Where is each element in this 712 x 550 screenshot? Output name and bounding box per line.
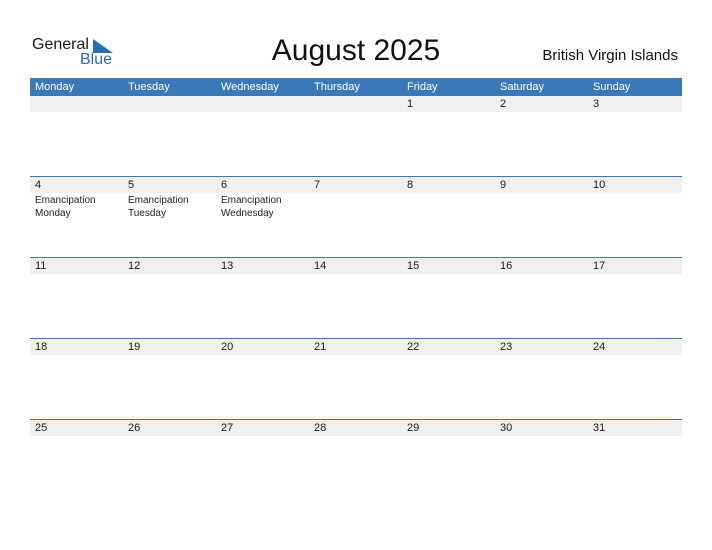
day-number: 17 <box>588 258 682 274</box>
calendar-day-cell <box>588 339 682 420</box>
calendar-day-cell <box>588 420 682 501</box>
day-number: 2 <box>495 96 588 112</box>
calendar-day-cell <box>309 177 402 258</box>
calendar-day-cell <box>216 177 309 258</box>
calendar-day-cell <box>309 96 402 177</box>
day-number: 31 <box>588 420 682 436</box>
calendar-day-cell <box>123 96 216 177</box>
day-number: 18 <box>30 339 123 355</box>
calendar-day-cell <box>402 420 495 501</box>
day-number: 4 <box>30 177 123 193</box>
weekday-header-row <box>30 78 682 96</box>
calendar-day-cell <box>30 420 123 501</box>
day-number: 12 <box>123 258 216 274</box>
day-number: 13 <box>216 258 309 274</box>
calendar-week-row <box>30 419 682 501</box>
calendar-day-cell <box>588 96 682 177</box>
calendar-day-cell <box>402 258 495 339</box>
weekday-header: Saturday <box>500 81 545 93</box>
day-number: 1 <box>402 96 495 112</box>
day-number: 20 <box>216 339 309 355</box>
weekday-header: Thursday <box>314 81 360 93</box>
holiday-label: Emancipation Monday <box>35 195 96 219</box>
country-label: British Virgin Islands <box>542 47 678 64</box>
day-number: 30 <box>495 420 588 436</box>
page-title: August 2025 <box>271 34 441 67</box>
day-number: 5 <box>123 177 216 193</box>
calendar-week-row <box>30 176 682 258</box>
calendar-day-cell <box>495 177 588 258</box>
calendar-week-row <box>30 338 682 420</box>
day-number <box>216 96 309 112</box>
calendar-day-cell <box>216 96 309 177</box>
calendar-day-cell <box>588 258 682 339</box>
day-number: 25 <box>30 420 123 436</box>
holiday-label: Emancipation Wednesday <box>221 195 282 219</box>
calendar-day-cell <box>402 177 495 258</box>
day-number: 27 <box>216 420 309 436</box>
day-number: 19 <box>123 339 216 355</box>
day-number: 8 <box>402 177 495 193</box>
calendar-week-row <box>30 257 682 339</box>
calendar-day-cell <box>123 420 216 501</box>
calendar-day-cell <box>30 258 123 339</box>
day-number: 21 <box>309 339 402 355</box>
weekday-header: Monday <box>35 81 75 93</box>
calendar-day-cell <box>588 177 682 258</box>
calendar-day-cell <box>123 177 216 258</box>
day-number: 28 <box>309 420 402 436</box>
calendar-day-cell <box>216 339 309 420</box>
day-number <box>30 96 123 112</box>
calendar-day-cell <box>30 339 123 420</box>
calendar-week-row <box>30 96 682 177</box>
calendar-day-cell <box>495 420 588 501</box>
calendar-day-cell <box>495 96 588 177</box>
day-number: 16 <box>495 258 588 274</box>
calendar-day-cell <box>495 339 588 420</box>
day-number: 10 <box>588 177 682 193</box>
weekday-header: Tuesday <box>128 81 170 93</box>
day-number: 3 <box>588 96 682 112</box>
logo-text-blue: Blue <box>80 51 113 68</box>
day-number: 7 <box>309 177 402 193</box>
day-number: 6 <box>216 177 309 193</box>
weekday-header: Wednesday <box>221 81 279 93</box>
day-number: 15 <box>402 258 495 274</box>
day-number: 29 <box>402 420 495 436</box>
day-number: 11 <box>30 258 123 274</box>
weekday-header: Sunday <box>593 81 631 93</box>
calendar-day-cell <box>309 339 402 420</box>
calendar-day-cell <box>309 420 402 501</box>
day-number: 14 <box>309 258 402 274</box>
day-number: 24 <box>588 339 682 355</box>
day-number <box>123 96 216 112</box>
calendar-day-cell <box>216 420 309 501</box>
calendar-day-cell <box>402 339 495 420</box>
calendar-day-cell <box>309 258 402 339</box>
calendar-day-cell <box>30 177 123 258</box>
day-number: 23 <box>495 339 588 355</box>
day-number: 22 <box>402 339 495 355</box>
day-number: 26 <box>123 420 216 436</box>
calendar-day-cell <box>402 96 495 177</box>
weekday-header: Friday <box>407 81 438 93</box>
calendar-day-cell <box>495 258 588 339</box>
logo-text-general: General <box>32 36 89 53</box>
day-number <box>309 96 402 112</box>
calendar-day-cell <box>30 96 123 177</box>
day-number: 9 <box>495 177 588 193</box>
calendar-day-cell <box>123 339 216 420</box>
holiday-label: Emancipation Tuesday <box>128 195 189 219</box>
calendar-day-cell <box>123 258 216 339</box>
calendar-day-cell <box>216 258 309 339</box>
